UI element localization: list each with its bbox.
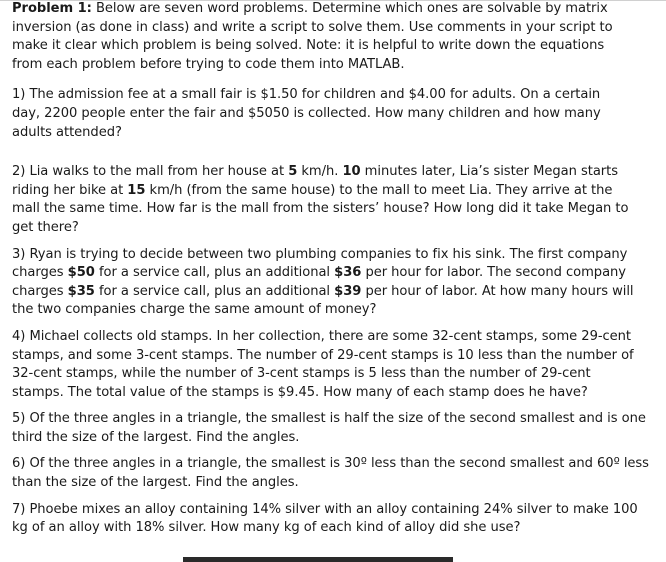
problem-3-line: 3) Ryan is trying to decide between two plumbing companies to fix his sink. The first company: [12, 246, 628, 262]
intro-text: Below are seven word problems. Determine which ones are solvable by matrix: [91, 1, 608, 16]
problem-4-line: stamps. The total value of the stamps is $9.45. How many of each stamp does he have?: [12, 384, 588, 400]
problem-5-line: 5) Of the three angles in a triangle, the smallest is half the size of the second smallest and is one: [12, 411, 646, 427]
text-run: per hour of labor. At how many hours will: [361, 283, 634, 299]
problem-1: [12, 86, 652, 142]
problem-7: [12, 501, 652, 538]
problem-1-line: 1) The admission fee at a small fair is $1.50 for children and $4.00 for adults. On a certain: [12, 87, 601, 103]
text-run: km/h.: [297, 164, 343, 180]
problem-5-line: third the size of the largest. Find the angles.: [12, 429, 300, 445]
problem-2-line: [12, 163, 652, 182]
problem-3-line: [12, 283, 652, 302]
document-body: [12, 0, 652, 538]
text-run: minutes later, Lia’s sister Megan starts: [360, 164, 618, 180]
text-run: 2) Lia walks to the mall from her house at: [12, 164, 289, 180]
problem-3-line: the two companies charge the same amount of money?: [12, 302, 377, 318]
text-run: km/h (from the same house) to the mall to meet Lia. They arrive at the: [145, 182, 613, 198]
problem-1-line: day, 2200 people enter the fair and $5050 is collected. How many children and how many: [12, 105, 601, 121]
problem-3-line: [12, 264, 652, 283]
intro-line-4: from each problem before trying to code them into MATLAB.: [12, 56, 405, 72]
text-run: for a service call, plus an additional: [94, 283, 335, 299]
problem-2-line: get there?: [12, 219, 79, 235]
text-run: per hour for labor. The second company: [361, 265, 626, 281]
problem-1-line: adults attended?: [12, 124, 122, 140]
intro-line-3: make it clear which problem is being solved. Note: it is helpful to write down the equations: [12, 38, 605, 54]
problem-2-line: [12, 182, 652, 201]
problem-2: [12, 163, 652, 237]
problem-4-line: stamps, and some 3-cent stamps. The number of 29-cent stamps is 10 less than the number of: [12, 347, 634, 363]
problem-5: [12, 410, 652, 447]
problem-4-line: 32-cent stamps, while the number of 3-cent stamps is 5 less than the number of 29-cent: [12, 366, 591, 382]
bold-value: $50: [67, 265, 95, 281]
intro-paragraph: [12, 0, 652, 74]
bold-value: 5: [288, 164, 298, 180]
problem-4: [12, 328, 652, 402]
problem-6-line: than the size of the largest. Find the angles.: [12, 475, 299, 491]
problem-heading: Problem 1:: [12, 1, 92, 16]
bottom-scroll-edge: [183, 557, 453, 562]
bold-value: 10: [342, 164, 361, 180]
problem-4-line: 4) Michael collects old stamps. In her collection, there are some 32-cent stamps, some 29-cent: [12, 328, 632, 344]
problem-7-line: 7) Phoebe mixes an alloy containing 14% silver with an alloy containing 24% silver to make 100: [12, 501, 638, 517]
problem-2-line: mall the same time. How far is the mall from the sisters’ house? How long did it take Megan to: [12, 201, 629, 217]
text-run: for a service call, plus an additional: [94, 265, 335, 281]
problem-3: [12, 246, 652, 320]
problem-6-line: 6) Of the three angles in a triangle, the smallest is 30º less than the second smallest and 60º less: [12, 456, 649, 472]
intro-line-1: [12, 0, 652, 19]
bold-value: $39: [334, 283, 362, 299]
bold-value: $35: [67, 283, 95, 299]
intro-line-2: inversion (as done in class) and write a script to solve them. Use comments in your script to: [12, 19, 613, 35]
problem-7-line: kg of an alloy with 18% silver. How many kg of each kind of alloy did she use?: [12, 520, 521, 536]
bold-value: 15: [127, 182, 146, 198]
text-run: riding her bike at: [12, 182, 128, 198]
bold-value: $36: [334, 265, 362, 281]
text-run: charges: [12, 283, 68, 299]
problem-6: [12, 455, 652, 492]
text-run: charges: [12, 265, 68, 281]
